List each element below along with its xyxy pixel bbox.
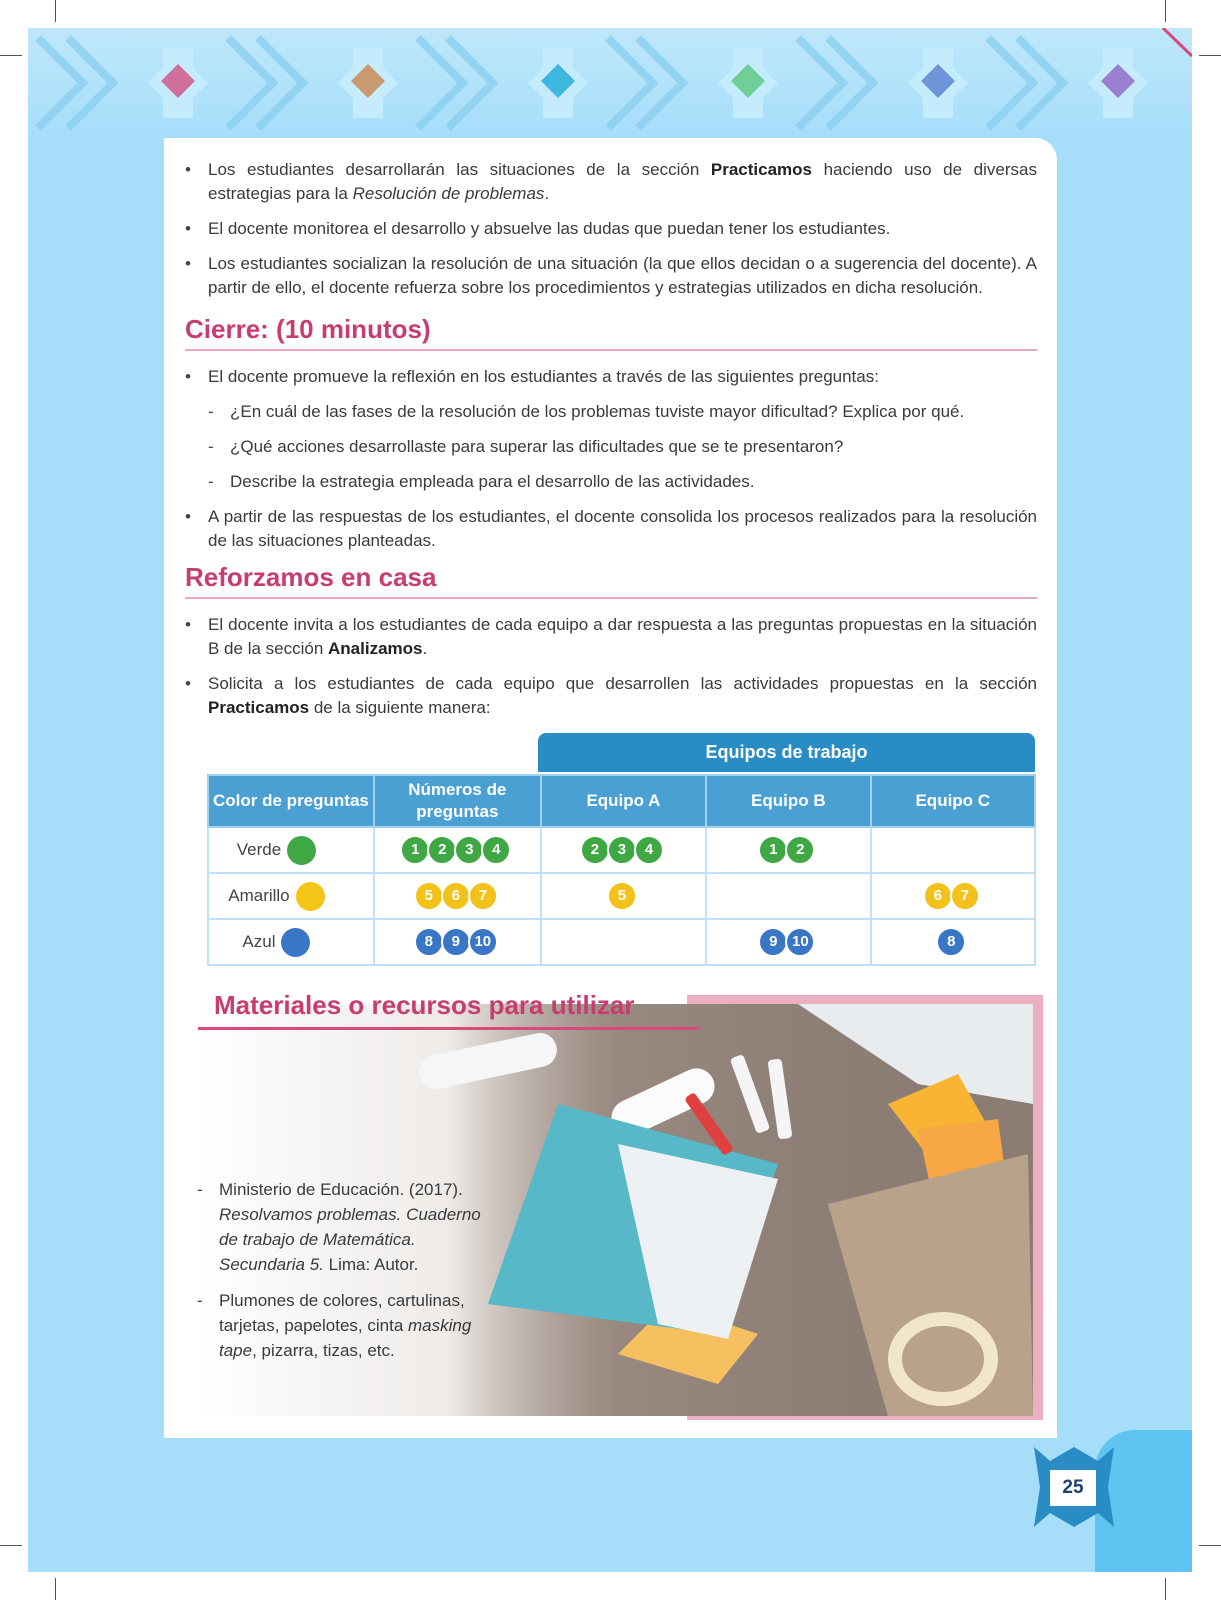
materiales-heading: Materiales o recursos para utilizar bbox=[198, 990, 700, 1030]
question-number-group bbox=[939, 927, 966, 957]
question-number: 5 bbox=[607, 881, 637, 911]
color-dot-icon bbox=[287, 836, 316, 865]
cierre-bullet-2: • A partir de las respuestas de los estudiantes, el docente consolida los procesos realizados para la resolución de las situaciones planteadas. bbox=[185, 505, 1037, 553]
color-cell bbox=[208, 919, 374, 965]
cell-numbers bbox=[374, 919, 541, 965]
question-number-group bbox=[761, 835, 815, 865]
teams-group-header: Equipos de trabajo bbox=[538, 733, 1035, 772]
cell-c bbox=[871, 873, 1035, 919]
cierre-heading: Cierre: (10 minutos) bbox=[185, 314, 1037, 351]
reforzamos-heading: Reforzamos en casa bbox=[185, 562, 1037, 599]
cierre-bullet-1: • El docente promueve la reflexión en los estudiantes a través de las siguientes preguntas: bbox=[185, 365, 1037, 389]
reforzamos-section bbox=[185, 613, 1037, 731]
header-team-b: Equipo B bbox=[706, 775, 870, 827]
question-number-group bbox=[417, 881, 498, 911]
question-number: 9 bbox=[758, 927, 788, 957]
question-number: 3 bbox=[607, 835, 637, 865]
question-number: 4 bbox=[481, 835, 511, 865]
cell-numbers bbox=[374, 873, 541, 919]
question-number: 4 bbox=[634, 835, 664, 865]
reference-2: - Plumones de colores, cartulinas, tarjetas, papelotes, cinta masking tape, pizarra, tizas, etc. bbox=[197, 1288, 497, 1363]
question-number: 1 bbox=[400, 835, 430, 865]
teams-table bbox=[207, 774, 1036, 966]
cierre-question-3: - Describe la estrategia empleada para el desarrollo de las actividades. bbox=[208, 470, 1037, 494]
question-number: 10 bbox=[785, 927, 815, 957]
question-number-group bbox=[610, 881, 637, 911]
header-team-c: Equipo C bbox=[871, 775, 1035, 827]
color-dot-icon bbox=[296, 882, 325, 911]
reference-1: - Ministerio de Educación. (2017). Resolvamos problemas. Cuaderno de trabajo de Matemática. Secundaria 5. Lima: Autor. bbox=[197, 1177, 497, 1277]
reforzamos-bullet-2: • Solicita a los estudiantes de cada equipo que desarrollen las actividades propuestas en la sección Practicamos de la siguiente manera: bbox=[185, 672, 1037, 720]
cell-c bbox=[871, 827, 1035, 873]
table-row bbox=[208, 827, 1035, 873]
table-header-row bbox=[208, 775, 1035, 827]
question-number: 1 bbox=[758, 835, 788, 865]
color-cell bbox=[208, 827, 374, 873]
question-number: 10 bbox=[468, 927, 498, 957]
cell-b bbox=[706, 919, 870, 965]
cell-numbers bbox=[374, 827, 541, 873]
cell-b bbox=[706, 873, 870, 919]
intro-section bbox=[185, 158, 1037, 311]
header-team-a: Equipo A bbox=[541, 775, 706, 827]
question-number: 8 bbox=[936, 927, 966, 957]
color-cell bbox=[208, 873, 374, 919]
question-number: 2 bbox=[580, 835, 610, 865]
reforzamos-bullet-1: • El docente invita a los estudiantes de cada equipo a dar respuesta a las preguntas propuestas en la situación B de la sección Analizamos. bbox=[185, 613, 1037, 661]
color-label: Azul bbox=[242, 931, 276, 951]
cell-a bbox=[541, 873, 706, 919]
cell-b bbox=[706, 827, 870, 873]
question-number: 8 bbox=[414, 927, 444, 957]
question-number: 5 bbox=[414, 881, 444, 911]
intro-bullet-2: • El docente monitorea el desarrollo y absuelve las dudas que puedan tener los estudiantes. bbox=[185, 217, 1037, 241]
cell-c bbox=[871, 919, 1035, 965]
question-number-group bbox=[417, 927, 498, 957]
question-number: 2 bbox=[785, 835, 815, 865]
question-number-group bbox=[403, 835, 511, 865]
page-number: 25 bbox=[1050, 1470, 1096, 1506]
question-number: 3 bbox=[454, 835, 484, 865]
cierre-question-1: - ¿En cuál de las fases de la resolución de los problemas tuviste mayor dificultad? Explica por qué. bbox=[208, 400, 1037, 424]
question-number: 6 bbox=[923, 881, 953, 911]
color-label: Amarillo bbox=[228, 885, 290, 905]
question-number: 6 bbox=[441, 881, 471, 911]
cell-a bbox=[541, 919, 706, 965]
color-dot-icon bbox=[281, 928, 310, 957]
cierre-section bbox=[185, 365, 1037, 564]
intro-bullet-3: • Los estudiantes socializan la resolución de una situación (la que ellos decidan o a sugerencia del docente). A partir de ello, el docente refuerza sobre los procedimientos y estrategias utilizados en dicha resolución. bbox=[185, 252, 1037, 300]
question-number-group bbox=[761, 927, 815, 957]
question-number: 2 bbox=[427, 835, 457, 865]
header-numbers: Números de preguntas bbox=[374, 775, 541, 827]
cell-a bbox=[541, 827, 706, 873]
decorative-banner bbox=[28, 28, 1192, 138]
table-row bbox=[208, 873, 1035, 919]
intro-bullet-1: • Los estudiantes desarrollarán las situaciones de la sección Practicamos haciendo uso de diversas estrategias para la Resolución de problemas. bbox=[185, 158, 1037, 206]
question-number-group bbox=[583, 835, 664, 865]
references-list bbox=[197, 1177, 497, 1374]
color-label: Verde bbox=[236, 839, 282, 859]
table-body bbox=[208, 827, 1035, 965]
question-number: 7 bbox=[468, 881, 498, 911]
cierre-question-2: - ¿Qué acciones desarrollaste para superar las dificultades que se te presentaron? bbox=[208, 435, 1037, 459]
table-row bbox=[208, 919, 1035, 965]
header-color: Color de preguntas bbox=[208, 775, 374, 827]
question-number: 9 bbox=[441, 927, 471, 957]
question-number: 7 bbox=[950, 881, 980, 911]
question-number-group bbox=[926, 881, 980, 911]
